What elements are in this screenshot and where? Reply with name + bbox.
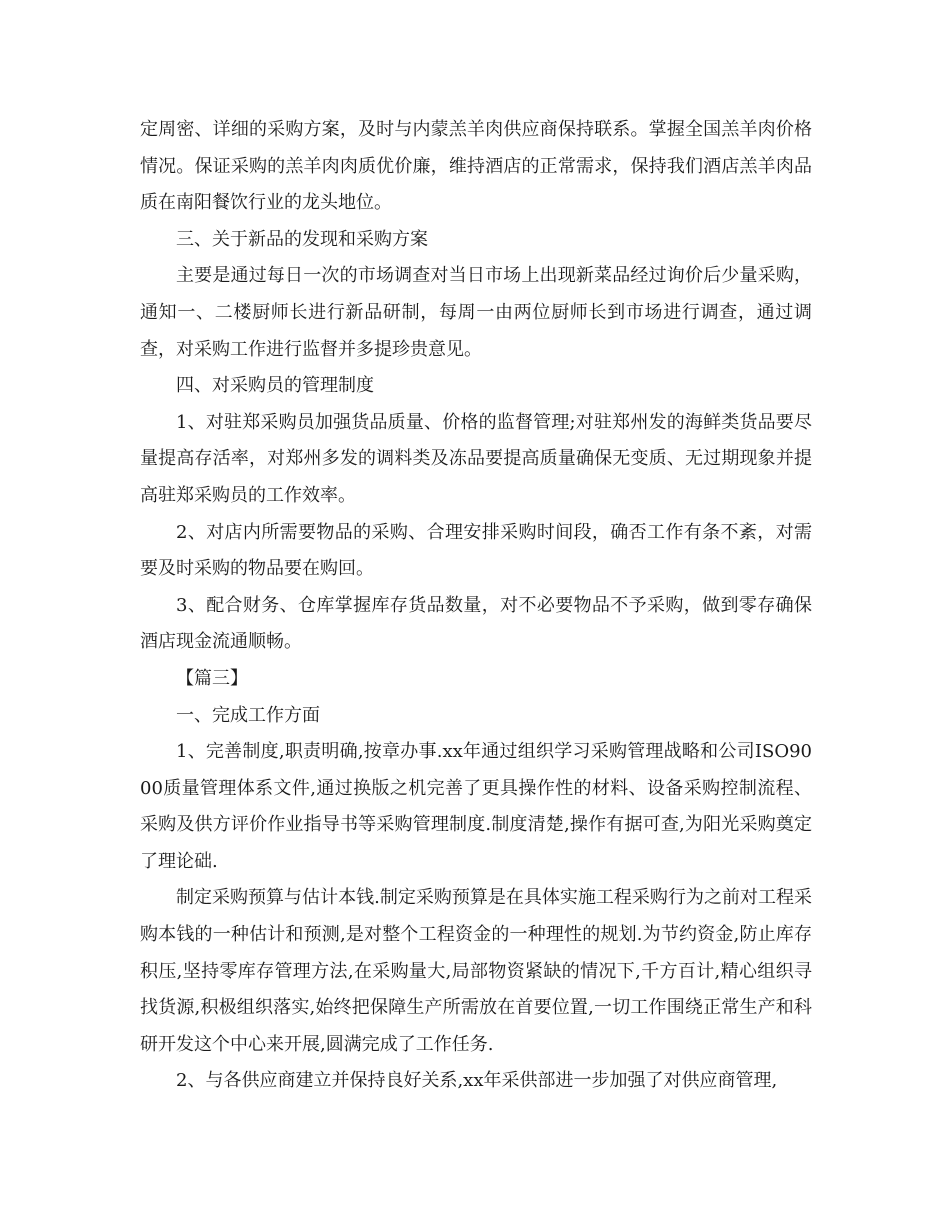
- paragraph: 定周密、详细的采购方案，及时与内蒙羔羊肉供应商保持联系。掌握全国羔羊肉价格情况。保证采购的羔羊肉肉质优价廉，维持酒店的正常需求，保持我们酒店羔羊肉品质在南阳餐饮行业的龙头地位。: [140, 119, 812, 214]
- list-item: 1、对驻郑采购员加强货品质量、价格的监督管理;对驻郑州发的海鲜类货品要尽量提高存活率，对郑州多发的调料类及冻品要提高质量确保无变质、无过期现象并提高驻郑采购员的工作效率。: [140, 411, 812, 506]
- list-item: 2、对店内所需要物品的采购、合理安排采购时间段，确否工作有条不紊，对需要及时采购的物品要在购回。: [140, 521, 812, 580]
- section-heading: 一、完成工作方面: [176, 704, 320, 726]
- paragraph: 主要是通过每日一次的市场调查对当日市场上出现新菜品经过询价后少量采购，通知一、二楼厨师长进行新品研制，每周一由两位厨师长到市场进行调查，通过调查，对采购工作进行监督并多提珍贵意见。: [140, 265, 812, 360]
- document-body: [140, 112, 812, 1100]
- list-item: 2、与各供应商建立并保持良好关系,xx年采供部进一步加强了对供应商管理,: [176, 1070, 778, 1092]
- list-item: 3、配合财务、仓库掌握库存货品数量，对不必要物品不予采购，做到零存确保酒店现金流通顺畅。: [140, 594, 812, 653]
- chapter-heading: 【篇三】: [176, 667, 248, 689]
- paragraph: 制定采购预算与估计本钱.制定采购预算是在具体实施工程采购行为之前对工程采购本钱的一种估计和预测,是对整个工程资金的一种理性的规划.为节约资金,防止库存积压,坚持零库存管理方法,在采购量大,局部物资紧缺的情况下,千方百计,精心组织寻找货源,积极组织落实,始终把保障生产所需放在首要位置,一切工作围绕正常生产和科研开发这个中心来开展,圆满完成了工作任务.: [140, 887, 812, 1055]
- list-item: 1、完善制度,职责明确,按章办事.xx年通过组织学习采购管理战略和公司ISO9000质量管理体系文件,通过换版之机完善了更具操作性的材料、设备采购控制流程、采购及供方评价作业指导书等采购管理制度.制度清楚,操作有据可查,为阳光采购奠定了理论础.: [140, 741, 812, 872]
- section-heading: 三、关于新品的发现和采购方案: [176, 228, 428, 250]
- section-heading: 四、对采购员的管理制度: [176, 375, 374, 397]
